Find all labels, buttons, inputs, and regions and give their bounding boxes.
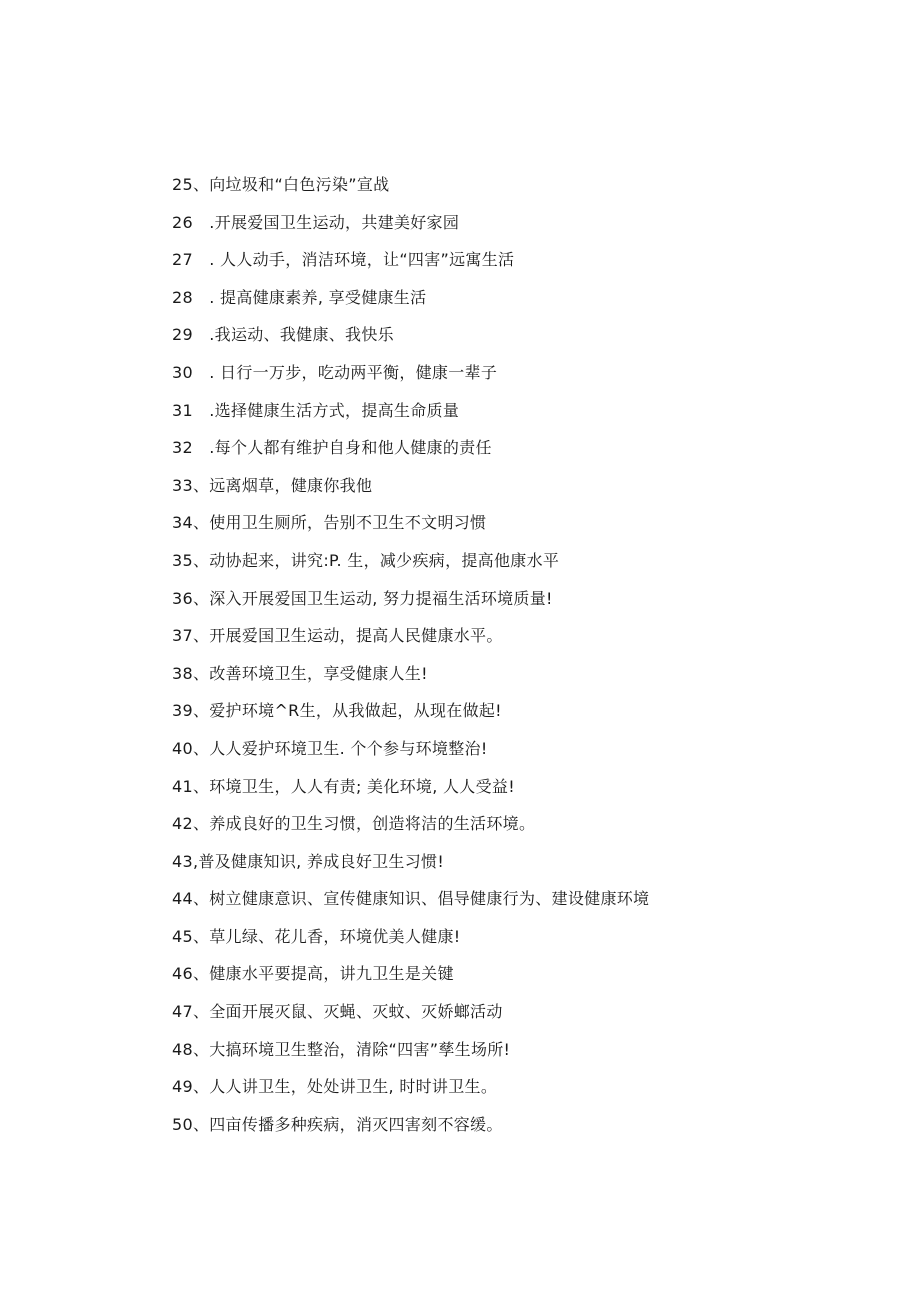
list-item: 35、动协起来，讲究:P. 生，减少疾病，提高他康水平: [172, 550, 560, 570]
list-item: 29 .我运动、我健康、我快乐: [172, 325, 394, 345]
list-item: 38、改善环境卫生，享受健康人生!: [172, 663, 428, 683]
list-item: 49、人人讲卫生，处处讲卫生, 时时讲卫生。: [172, 1077, 498, 1097]
list-item: 31 .选择健康生活方式，提高生命质量: [172, 400, 460, 420]
list-item: 45、草儿绿、花儿香，环境优美人健康!: [172, 926, 461, 946]
list-item: 25、向垃圾和“白色污染”宣战: [172, 175, 390, 194]
list-item: 50、四亩传播多种疾病，消灭四害刻不容缓。: [172, 1114, 503, 1134]
list-item: 30 . 日行一万步，吃动两平衡，健康一辈子: [172, 362, 498, 382]
list-item: 43,普及健康知识, 养成良好卫生习惯!: [172, 851, 445, 871]
list-item: 40、人人爱护环境卫生. 个个参与环境整治!: [172, 738, 488, 758]
list-item: 27 . 人人动手，消洁环境，让“四害”远寓生活: [172, 250, 515, 270]
list-item: 26 .开展爱国卫生运动，共建美好家园: [172, 212, 460, 232]
list-item: 32 .每个人都有维护自身和他人健康的责任: [172, 438, 492, 458]
list-item: 37、开展爱国卫生运动，提高人民健康水平。: [172, 626, 503, 646]
list-item: 46、健康水平要提高，讲九卫生是关键: [172, 964, 454, 984]
list-item: 28 . 提高健康素养, 享受健康生活: [172, 287, 427, 307]
list-item: 33、远离烟草，健康你我他: [172, 475, 373, 495]
list-item: 41、环境卫生，人人有责; 美化环境, 人人受益!: [172, 776, 515, 796]
list-item: 48、大搞环境卫生整治，清除“四害”孳生场所!: [172, 1039, 511, 1059]
list-item: 39、爱护环境^R生，从我做起，从现在做起!: [172, 701, 502, 721]
slogan-list: [172, 170, 649, 1147]
list-item: 34、使用卫生厕所，告别不卫生不文明习惯: [172, 513, 487, 533]
list-item: 36、深入开展爱国卫生运动, 努力提福生活环境质量!: [172, 588, 553, 608]
list-item: 42、养成良好的卫生习惯，创造将洁的生活环境。: [172, 814, 536, 834]
list-item: 44、树立健康意识、宣传健康知识、倡导健康行为、建设健康环境: [172, 889, 650, 909]
list-item: 47、全面开展灭鼠、灭蝇、灭蚊、灭娇螂活动: [172, 1002, 503, 1022]
